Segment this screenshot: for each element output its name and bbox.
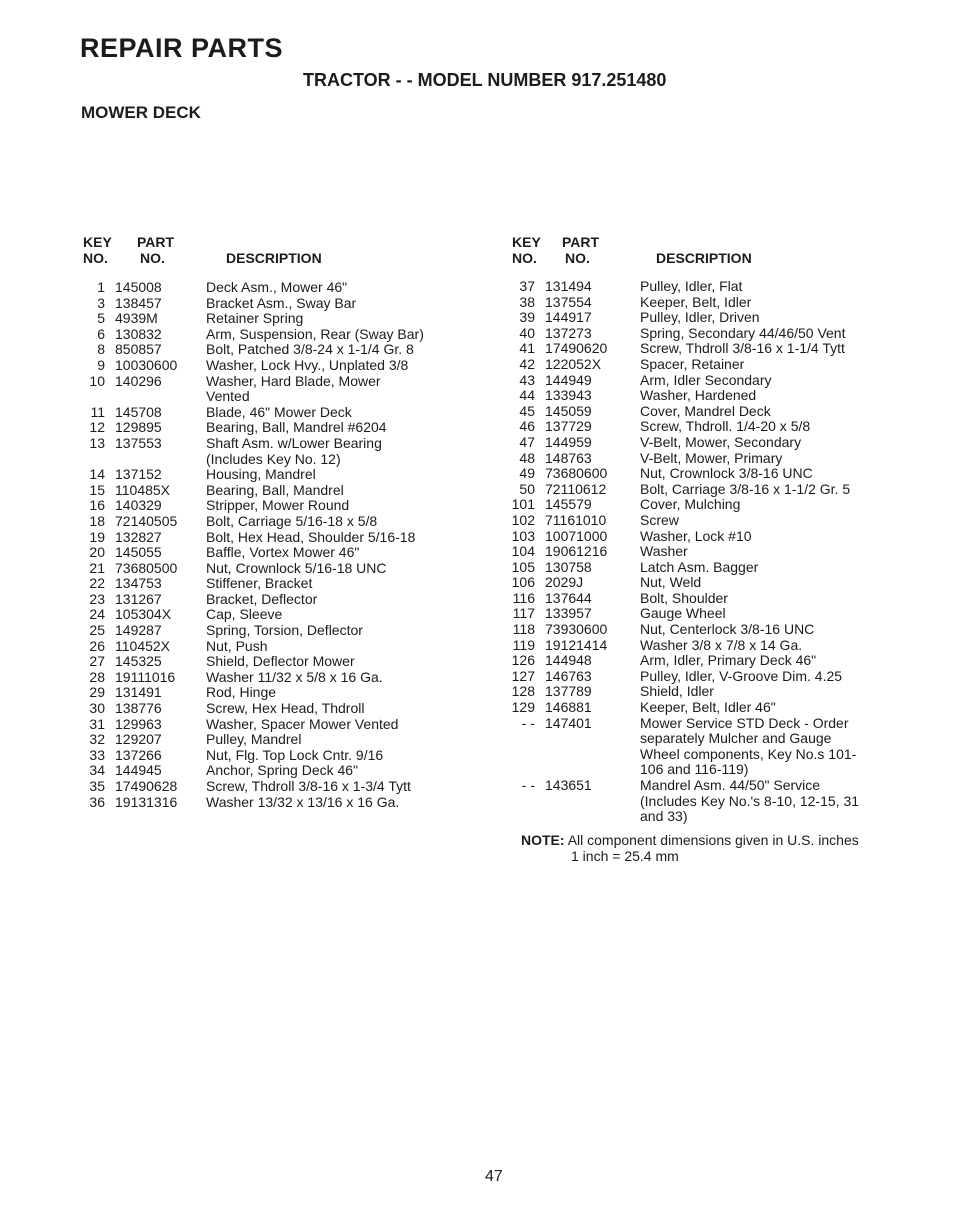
part-no: 110452X — [115, 637, 171, 654]
table-row — [508, 404, 900, 420]
part-no — [535, 747, 640, 763]
part-no: 10030600 — [115, 356, 178, 373]
description: Bracket Asm., Sway Bar — [206, 294, 357, 311]
key-no — [508, 747, 535, 763]
description: Arm, Idler, Primary Deck 46" — [640, 652, 817, 669]
table-row — [508, 684, 900, 700]
table-row — [508, 622, 900, 638]
table-row — [508, 762, 900, 778]
description: Washer, Hard Blade, Mower — [206, 372, 381, 389]
right-parts-table — [508, 279, 900, 825]
key-no: 31 — [89, 715, 105, 732]
key-no: 8 — [97, 341, 105, 358]
part-no: 138776 — [115, 700, 162, 717]
table-row — [508, 419, 900, 435]
key-no: 5 — [97, 310, 105, 327]
part-no: 19111016 — [115, 668, 176, 685]
description: Screw, Thdroll 3/8-16 x 1-3/4 Tytt — [206, 778, 411, 794]
key-no — [508, 809, 535, 825]
table-row — [508, 435, 900, 451]
right-part-header: PART NO. — [562, 234, 600, 266]
key-no: 16 — [89, 497, 105, 514]
key-no: 116 — [512, 589, 535, 606]
part-no: 133957 — [545, 605, 592, 622]
description: Nut, Centerlock 3/8-16 UNC — [640, 621, 815, 638]
description: Latch Asm. Bagger — [640, 558, 759, 575]
key-no: 48 — [519, 449, 535, 466]
part-no: 73930600 — [545, 621, 608, 638]
description: Screw — [640, 511, 679, 528]
key-no: 12 — [89, 419, 105, 436]
key-no: 46 — [519, 418, 535, 435]
table-row — [508, 575, 900, 591]
description: Nut, Crownlock 3/8-16 UNC — [640, 465, 813, 482]
description: Pulley, Mandrel — [206, 731, 302, 748]
part-no: 130758 — [545, 558, 592, 575]
description: Washer, Hardened — [640, 387, 757, 404]
part-no — [535, 762, 640, 778]
key-no: 49 — [519, 465, 535, 482]
section-heading: MOWER DECK — [81, 103, 201, 122]
description: Spring, Torsion, Deflector — [206, 622, 363, 639]
description: and 33) — [640, 808, 688, 825]
part-no: 105304X — [115, 606, 172, 623]
key-no: 106 — [511, 574, 535, 591]
description: Washer — [640, 543, 688, 560]
part-no: 144917 — [545, 309, 592, 326]
key-no: 40 — [519, 324, 535, 341]
table-row — [508, 357, 900, 373]
description: Washer, Lock #10 — [640, 527, 752, 544]
description: Stiffener, Bracket — [206, 575, 313, 592]
key-no: 39 — [519, 309, 535, 326]
key-no: 45 — [519, 402, 535, 419]
key-no: 118 — [512, 621, 535, 638]
description: Housing, Mandrel — [206, 466, 316, 483]
table-row — [68, 342, 466, 358]
table-row — [68, 436, 466, 452]
part-no: 138457 — [115, 294, 162, 311]
table-row — [508, 341, 900, 357]
part-no: 145708 — [115, 403, 162, 420]
table-row — [68, 717, 466, 733]
table-row — [68, 592, 466, 608]
description: Retainer Spring — [206, 310, 304, 327]
table-row — [508, 482, 900, 498]
table-row — [68, 732, 466, 748]
part-no: 72110612 — [545, 480, 607, 497]
description: Shield, Idler — [640, 683, 714, 700]
description: Nut, Weld — [640, 574, 702, 591]
description: Anchor, Spring Deck 46" — [206, 762, 359, 779]
table-row — [508, 809, 900, 825]
key-no: 102 — [511, 511, 535, 528]
part-no: 850857 — [115, 341, 162, 358]
part-no: 144949 — [545, 371, 592, 388]
table-row — [68, 607, 466, 623]
part-no: 129895 — [115, 419, 162, 436]
description: Cover, Mulching — [640, 496, 741, 513]
part-no: 133943 — [545, 387, 592, 404]
key-no: 1 — [97, 279, 105, 295]
note-conversion: 1 inch = 25.4 mm — [571, 848, 679, 864]
part-no: 129963 — [115, 715, 162, 732]
key-no: 101 — [511, 496, 535, 513]
table-row — [68, 685, 466, 701]
part-no: 145008 — [115, 279, 162, 295]
key-no: 44 — [519, 387, 535, 404]
key-no: 128 — [511, 683, 535, 700]
table-row — [68, 545, 466, 561]
key-no: 22 — [89, 575, 105, 592]
description: Cover, Mandrel Deck — [640, 402, 771, 419]
part-no: 146881 — [545, 699, 592, 716]
key-no: 6 — [97, 325, 105, 342]
key-no: 23 — [89, 590, 105, 607]
key-no: 20 — [89, 544, 105, 561]
table-row — [68, 701, 466, 717]
table-row — [68, 327, 466, 343]
table-row — [508, 794, 900, 810]
description: Washer, Spacer Mower Vented — [206, 715, 399, 732]
part-no: 144948 — [545, 652, 592, 669]
left-part-header: PART NO. — [137, 234, 175, 266]
key-no: 19 — [89, 528, 105, 545]
table-row — [508, 497, 900, 513]
part-no: 19131316 — [115, 793, 178, 810]
description: Cap, Sleeve — [206, 606, 283, 623]
table-row — [508, 560, 900, 576]
description: Shaft Asm. w/Lower Bearing — [206, 434, 382, 451]
description: Gauge Wheel — [640, 605, 726, 622]
description: Mandrel Asm. 44/50" Service — [640, 777, 821, 793]
key-no — [508, 794, 535, 810]
description: Washer, Lock Hvy., Unplated 3/8 — [206, 356, 409, 373]
table-row — [508, 466, 900, 482]
part-no: 134753 — [115, 575, 162, 592]
table-row — [508, 731, 900, 747]
key-no: 105 — [511, 558, 535, 575]
key-no — [68, 452, 105, 468]
key-no: 42 — [519, 355, 535, 372]
part-no: 145055 — [115, 544, 162, 561]
description: Stripper, Mower Round — [206, 497, 350, 514]
part-no: 137152 — [115, 466, 162, 483]
key-no: 35 — [89, 778, 105, 794]
table-row — [68, 374, 466, 390]
description: Spring, Secondary 44/46/50 Vent — [640, 324, 846, 341]
key-no: 126 — [511, 652, 535, 669]
part-no: 129207 — [115, 731, 162, 748]
table-row — [508, 653, 900, 669]
description: Screw, Hex Head, Thdroll — [206, 700, 365, 717]
table-row — [68, 763, 466, 779]
table-row — [508, 778, 900, 794]
table-row — [68, 561, 466, 577]
key-no: 18 — [89, 512, 105, 529]
table-row — [508, 716, 900, 732]
description: Pulley, Idler, Flat — [640, 278, 743, 294]
table-row — [508, 513, 900, 529]
key-no: 47 — [519, 433, 535, 450]
part-no: 149287 — [115, 622, 162, 639]
part-no: 71161010 — [545, 511, 607, 528]
table-row — [68, 452, 466, 468]
left-key-header: KEY NO. — [83, 234, 112, 266]
part-no: 132827 — [115, 528, 162, 545]
table-row — [68, 623, 466, 639]
table-row — [508, 669, 900, 685]
table-row — [508, 606, 900, 622]
description: Nut, Push — [206, 637, 268, 654]
part-no — [105, 389, 206, 405]
part-no — [105, 452, 206, 468]
key-no: 33 — [89, 746, 105, 763]
part-no: 137729 — [545, 418, 592, 435]
key-no: 34 — [89, 762, 105, 779]
key-no: 21 — [89, 559, 105, 576]
key-no: 26 — [89, 637, 105, 654]
description: Mower Service STD Deck - Order — [640, 714, 849, 731]
table-row — [68, 795, 466, 811]
table-row — [68, 639, 466, 655]
right-key-header: KEY NO. — [512, 234, 541, 266]
table-row — [68, 358, 466, 374]
description: Washer 3/8 x 7/8 x 14 Ga. — [640, 636, 803, 653]
key-no — [508, 762, 535, 778]
page-title: REPAIR PARTS — [80, 33, 284, 63]
description: Washer 11/32 x 5/8 x 16 Ga. — [206, 668, 383, 685]
part-no: 145059 — [545, 402, 592, 419]
key-no: 103 — [511, 527, 535, 544]
description: Baffle, Vortex Mower 46" — [206, 544, 360, 561]
description: Bolt, Carriage 3/8-16 x 1-1/2 Gr. 5 — [640, 480, 851, 497]
key-no: 15 — [89, 481, 105, 498]
table-row — [508, 529, 900, 545]
key-no: 41 — [519, 340, 535, 357]
key-no — [68, 389, 105, 405]
part-no: 145325 — [115, 653, 162, 670]
part-no: 131491 — [115, 684, 162, 701]
description: V-Belt, Mower, Primary — [640, 449, 783, 466]
part-no: 145579 — [545, 496, 592, 513]
part-no: 19061216 — [545, 543, 608, 560]
note-label: NOTE: — [521, 832, 565, 848]
part-no: 73680500 — [115, 559, 178, 576]
part-no: 17490628 — [115, 778, 178, 794]
table-row — [508, 388, 900, 404]
key-no: 24 — [89, 606, 105, 623]
key-no: 36 — [89, 793, 105, 810]
table-row — [68, 654, 466, 670]
description: Bolt, Patched 3/8-24 x 1-1/4 Gr. 8 — [206, 341, 414, 358]
description: Bearing, Ball, Mandrel — [206, 481, 344, 498]
description: Screw, Thdroll. 1/4-20 x 5/8 — [640, 418, 811, 435]
table-row — [68, 483, 466, 499]
part-no: 72140505 — [115, 512, 178, 529]
description: Deck Asm., Mower 46" — [206, 279, 348, 295]
description: Pulley, Idler, V-Groove Dim. 4.25 — [640, 667, 843, 684]
description: 106 and 116-119) — [640, 761, 749, 778]
table-row — [68, 311, 466, 327]
description: Nut, Crownlock 5/16-18 UNC — [206, 559, 387, 576]
key-no: 37 — [519, 278, 535, 294]
key-no: 28 — [89, 668, 105, 685]
description: Blade, 46" Mower Deck — [206, 403, 352, 420]
table-row — [508, 638, 900, 654]
key-no: 127 — [511, 667, 535, 684]
key-no: 38 — [519, 293, 535, 310]
table-row — [508, 373, 900, 389]
description: V-Belt, Mower, Secondary — [640, 433, 802, 450]
part-no: 140296 — [115, 372, 162, 389]
table-row — [68, 514, 466, 530]
description: Keeper, Belt, Idler 46" — [640, 699, 776, 716]
page-number: 47 — [485, 1168, 503, 1185]
part-no: 144945 — [115, 762, 162, 779]
part-no: 148763 — [545, 449, 592, 466]
key-no: 11 — [90, 403, 105, 420]
description: Screw, Thdroll 3/8-16 x 1-1/4 Tytt — [640, 340, 845, 357]
key-no: 10 — [89, 372, 105, 389]
description: (Includes Key No. 12) — [206, 450, 341, 467]
part-no: 137789 — [545, 683, 592, 700]
description: Spacer, Retainer — [640, 355, 745, 372]
key-no: 29 — [89, 684, 105, 701]
key-no: 104 — [511, 543, 535, 560]
description: Rod, Hinge — [206, 684, 277, 701]
table-row — [508, 326, 900, 342]
part-no: 144959 — [545, 433, 592, 450]
note — [521, 832, 859, 864]
key-no: 3 — [97, 294, 105, 311]
part-no: 147401 — [545, 714, 592, 731]
part-no: 140329 — [115, 497, 162, 514]
part-no: 137554 — [545, 293, 592, 310]
key-no — [508, 731, 535, 747]
part-no: 19121414 — [545, 636, 608, 653]
description: Nut, Flg. Top Lock Cntr. 9/16 — [206, 746, 384, 763]
note-text: All component dimensions given in U.S. inches — [567, 832, 859, 848]
key-no: 117 — [512, 605, 535, 622]
table-row — [68, 498, 466, 514]
description: Bolt, Carriage 5/16-18 x 5/8 — [206, 512, 378, 529]
key-no: 32 — [89, 731, 105, 748]
right-description-header: DESCRIPTION — [656, 250, 752, 266]
part-no: 122052X — [545, 355, 602, 372]
part-no: 137273 — [545, 324, 592, 341]
table-row — [68, 530, 466, 546]
key-no: 13 — [89, 434, 105, 451]
part-no: 146763 — [545, 667, 592, 684]
table-row — [508, 591, 900, 607]
part-no: 137644 — [545, 589, 592, 606]
table-row — [68, 405, 466, 421]
table-row — [508, 747, 900, 763]
table-row — [508, 700, 900, 716]
description: Arm, Suspension, Rear (Sway Bar) — [206, 325, 424, 342]
part-no: 4939M — [115, 310, 158, 327]
table-row — [68, 280, 466, 296]
key-no: 50 — [519, 480, 535, 497]
key-no: 30 — [89, 700, 105, 717]
table-row — [68, 779, 466, 795]
key-no: - - — [521, 777, 535, 793]
key-no: 129 — [511, 699, 535, 716]
description: Keeper, Belt, Idler — [640, 293, 752, 310]
description: Bolt, Shoulder — [640, 589, 728, 606]
part-no: 143651 — [545, 777, 592, 793]
key-no: - - — [521, 714, 535, 731]
description: separately Mulcher and Gauge — [640, 730, 832, 747]
table-row — [68, 670, 466, 686]
table-row — [68, 420, 466, 436]
description: Vented — [206, 388, 250, 405]
part-no — [535, 731, 640, 747]
table-row — [68, 748, 466, 764]
table-row — [68, 467, 466, 483]
part-no: 73680600 — [545, 465, 608, 482]
part-no: 110485X — [115, 481, 171, 498]
description: Arm, Idler Secondary — [640, 371, 772, 388]
part-no — [535, 794, 640, 810]
model-subtitle: TRACTOR - - MODEL NUMBER 917.251480 — [303, 70, 667, 90]
table-row — [68, 389, 466, 405]
part-no: 17490620 — [545, 340, 608, 357]
key-no: 9 — [97, 356, 105, 373]
table-row — [68, 296, 466, 312]
description: Bracket, Deflector — [206, 590, 318, 607]
description: Pulley, Idler, Driven — [640, 309, 760, 326]
left-description-header: DESCRIPTION — [226, 250, 322, 266]
table-row — [508, 544, 900, 560]
left-parts-table — [68, 280, 466, 810]
key-no: 119 — [512, 636, 535, 653]
part-no: 131267 — [115, 590, 162, 607]
part-no: 2029J — [545, 574, 584, 591]
description: Shield, Deflector Mower — [206, 653, 355, 670]
part-no: 137553 — [115, 434, 162, 451]
description: Bolt, Hex Head, Shoulder 5/16-18 — [206, 528, 416, 545]
part-no: 131494 — [545, 278, 592, 294]
key-no: 43 — [519, 371, 535, 388]
table-row — [508, 451, 900, 467]
key-no: 14 — [89, 466, 105, 483]
part-no: 137266 — [115, 746, 162, 763]
key-no: 25 — [89, 622, 105, 639]
description: Bearing, Ball, Mandrel #6204 — [206, 419, 387, 436]
part-no: 130832 — [115, 325, 162, 342]
table-row — [508, 295, 900, 311]
description: Wheel components, Key No.s 101- — [640, 745, 857, 762]
table-row — [508, 279, 900, 295]
description: (Includes Key No.'s 8-10, 12-15, 31 — [640, 792, 860, 809]
description: Washer 13/32 x 13/16 x 16 Ga. — [206, 793, 400, 810]
part-no: 10071000 — [545, 527, 608, 544]
part-no — [535, 809, 640, 825]
table-row — [508, 310, 900, 326]
key-no: 27 — [89, 653, 105, 670]
table-row — [68, 576, 466, 592]
